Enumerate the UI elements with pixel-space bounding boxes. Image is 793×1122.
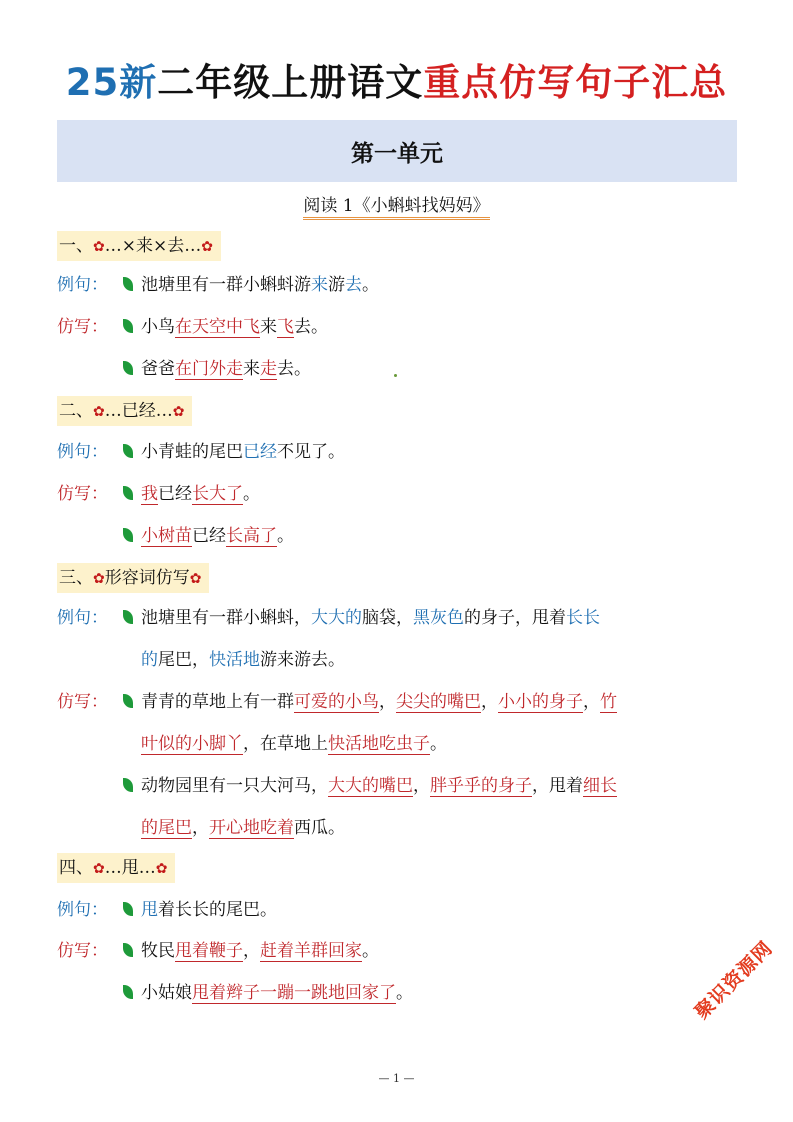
leaf-bullet-icon [123, 902, 133, 916]
imitation-row [57, 348, 757, 390]
text: 。 [362, 275, 379, 295]
text: 池塘里有一群小蝌蚪， [141, 608, 311, 628]
section-pattern: …×来×去… [104, 236, 202, 256]
watermark: 聚识资源网 [690, 937, 778, 1024]
section-heading-1 [57, 231, 221, 261]
example-row [57, 431, 757, 473]
flower-icon: ✿ [201, 239, 213, 255]
underlined-phrase: 竹 [600, 692, 617, 712]
title-part-3: 重点仿写句子汇总 [423, 61, 728, 104]
leaf-bullet-icon [123, 486, 133, 500]
text: ， [379, 692, 396, 712]
keyword: 大大的 [311, 608, 362, 628]
imitation-label: 仿写： [57, 317, 108, 337]
text: 来 [260, 317, 277, 337]
text: 池塘里有一群小蝌蚪游 [141, 275, 311, 295]
text: 动物园里有一只大河马， [141, 776, 328, 796]
text: ，甩着 [532, 776, 583, 796]
section-heading-4 [57, 853, 175, 883]
keyword: 黑灰色 [413, 608, 464, 628]
example-label: 例句： [57, 608, 108, 628]
imitation-row [57, 972, 757, 1014]
underlined-phrase: 可爱的小鸟 [294, 692, 379, 712]
page-title [0, 52, 793, 106]
flower-icon: ✿ [155, 861, 168, 877]
underlined-phrase: 甩着辫子一蹦一跳地回家了 [192, 983, 396, 1003]
keyword: 的 [141, 650, 158, 670]
underlined-phrase: 大大的嘴巴 [328, 776, 413, 796]
section-number: 三、 [59, 568, 93, 588]
leaf-bullet-icon [123, 694, 133, 708]
section-number: 四、 [59, 858, 93, 878]
text: 着长长的尾巴。 [158, 900, 277, 920]
section-number: 二、 [59, 401, 93, 421]
flower-icon: ✿ [189, 571, 202, 587]
stray-dot [394, 374, 397, 377]
flower-icon: ✿ [93, 861, 105, 877]
text: 小鸟 [141, 317, 175, 337]
underlined-phrase: 的尾巴 [141, 818, 192, 838]
text: 小青蛙的尾巴 [141, 442, 243, 462]
keyword: 甩 [141, 900, 158, 920]
underlined-phrase: 细长 [583, 776, 617, 796]
underlined-phrase: 我 [141, 484, 158, 504]
title-part-1: 25新 [65, 61, 158, 104]
leaf-bullet-icon [123, 943, 133, 957]
underlined-phrase: 长高了 [226, 526, 277, 546]
text: ，在草地上 [243, 734, 328, 754]
imitation-row [57, 306, 757, 348]
section-pattern: …已经… [104, 401, 173, 421]
text: 。 [362, 941, 379, 961]
underlined-phrase: 赶着羊群回家 [260, 941, 362, 961]
text: 已经 [192, 526, 226, 546]
text: 。 [396, 983, 413, 1003]
flower-icon: ✿ [93, 571, 105, 587]
example-row-continued [57, 639, 793, 681]
imitation-label: 仿写： [57, 692, 108, 712]
imitation-label: 仿写： [57, 941, 108, 961]
text: 去。 [277, 359, 311, 379]
underlined-phrase: 甩着鞭子 [175, 941, 243, 961]
text: ， [413, 776, 430, 796]
example-row [57, 889, 757, 931]
text: 爸爸 [141, 359, 175, 379]
example-row [57, 597, 757, 639]
underlined-phrase: 飞 [277, 317, 294, 337]
underlined-phrase: 小小的身子 [498, 692, 583, 712]
text: 青青的草地上有一群 [141, 692, 294, 712]
text: 。 [277, 526, 294, 546]
page-number: — 1 — [378, 1072, 415, 1085]
keyword: 长长 [566, 608, 600, 628]
text: 西瓜。 [294, 818, 345, 838]
imitation-row [57, 930, 757, 972]
imitation-row-continued [57, 807, 793, 849]
section-heading-2 [57, 396, 192, 426]
keyword: 快活地 [209, 650, 260, 670]
leaf-bullet-icon [123, 778, 133, 792]
flower-icon: ✿ [172, 404, 185, 420]
text: ， [481, 692, 498, 712]
imitation-row [57, 681, 757, 723]
keyword: 去 [345, 275, 362, 295]
imitation-row [57, 515, 757, 557]
text: 来 [243, 359, 260, 379]
underlined-phrase: 长大了 [192, 484, 243, 504]
imitation-row [57, 765, 757, 807]
leaf-bullet-icon [123, 528, 133, 542]
leaf-bullet-icon [123, 985, 133, 999]
text: 。 [430, 734, 447, 754]
flower-icon: ✿ [93, 404, 105, 420]
section-pattern: …甩… [104, 858, 156, 878]
unit-label: 第一单元 [351, 140, 443, 167]
underlined-phrase: 在门外走 [175, 359, 243, 379]
leaf-bullet-icon [123, 444, 133, 458]
underlined-phrase: 开心地吃着 [209, 818, 294, 838]
text: ， [243, 941, 260, 961]
text: 已经 [158, 484, 192, 504]
text: 的身子，甩着 [464, 608, 566, 628]
text: 尾巴， [158, 650, 209, 670]
keyword: 已经 [243, 442, 277, 462]
example-row [57, 264, 757, 306]
leaf-bullet-icon [123, 610, 133, 624]
text: 。 [243, 484, 260, 504]
underlined-phrase: 小树苗 [141, 526, 192, 546]
text: ， [583, 692, 600, 712]
imitation-label: 仿写： [57, 484, 108, 504]
imitation-row [57, 473, 757, 515]
underlined-phrase: 尖尖的嘴巴 [396, 692, 481, 712]
lesson-label: 阅读 1《小蝌蚪找妈妈》 [303, 196, 489, 220]
text: 小姑娘 [141, 983, 192, 1003]
underlined-phrase: 叶似的小脚丫 [141, 734, 243, 754]
section-heading-3 [57, 563, 209, 593]
unit-heading [57, 120, 737, 182]
underlined-phrase: 胖乎乎的身子 [430, 776, 532, 796]
text: 牧民 [141, 941, 175, 961]
keyword: 来 [311, 275, 328, 295]
underlined-phrase: 在天空中飞 [175, 317, 260, 337]
title-part-2: 二年级上册语文 [157, 61, 424, 104]
text: 去。 [294, 317, 328, 337]
flower-icon: ✿ [93, 239, 105, 255]
imitation-row-continued [57, 723, 793, 765]
underlined-phrase: 走 [260, 359, 277, 379]
example-label: 例句： [57, 442, 108, 462]
section-pattern: 形容词仿写 [104, 568, 190, 588]
example-label: 例句： [57, 900, 108, 920]
example-label: 例句： [57, 275, 108, 295]
text: 不见了。 [277, 442, 345, 462]
leaf-bullet-icon [123, 361, 133, 375]
text: ， [192, 818, 209, 838]
lesson-title [0, 191, 793, 216]
leaf-bullet-icon [123, 319, 133, 333]
text: 游 [328, 275, 345, 295]
text: 游来游去。 [260, 650, 345, 670]
underlined-phrase: 快活地吃虫子 [328, 734, 430, 754]
leaf-bullet-icon [123, 277, 133, 291]
text: 脑袋， [362, 608, 413, 628]
section-number: 一、 [59, 236, 93, 256]
